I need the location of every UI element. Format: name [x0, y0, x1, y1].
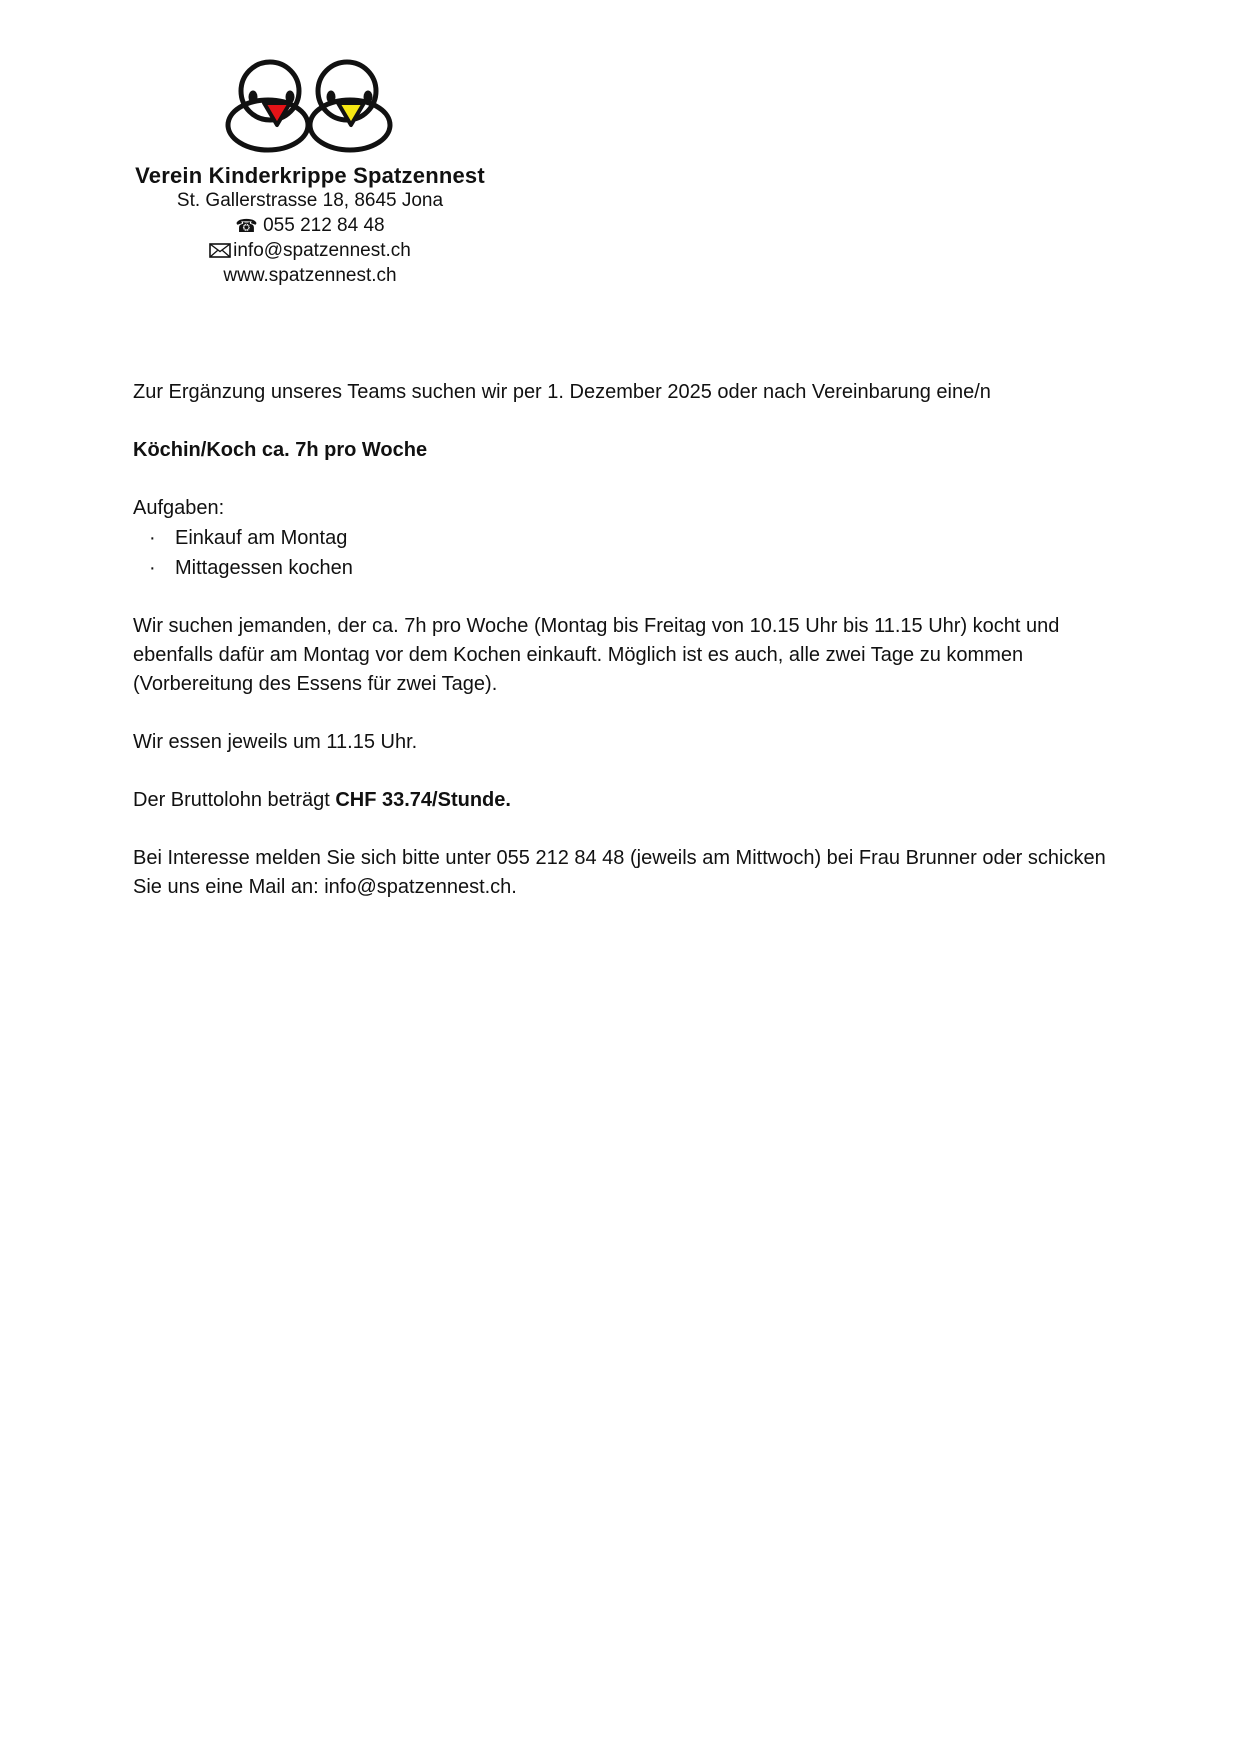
- mealtime-paragraph: Wir essen jeweils um 11.15 Uhr.: [133, 731, 418, 753]
- task-text: Einkauf am Montag: [175, 527, 348, 549]
- envelope-icon: [209, 243, 231, 258]
- intro-paragraph: Zur Ergänzung unseres Teams suchen wir per 1. Dezember 2025 oder nach Vereinbarung eine/n: [133, 381, 991, 403]
- bullet-dot: ·: [149, 557, 156, 579]
- bullet-dot: ·: [149, 527, 156, 549]
- task-list: [133, 523, 1125, 583]
- phone-number: 055 212 84 48: [263, 214, 385, 236]
- task-text: Mittagessen kochen: [175, 557, 353, 579]
- org-name: Verein Kinderkrippe Spatzennest: [135, 163, 485, 188]
- contact-paragraph: Bei Interesse melden Sie sich bitte unter 055 212 84 48 (jeweils am Mittwoch) bei Frau Brunner oder schicken Sie uns eine Mail an: info@spatzennest.ch.: [133, 847, 1106, 898]
- tasks-heading: Aufgaben:: [133, 497, 225, 519]
- salary-prefix: Der Bruttolohn beträgt: [133, 789, 336, 811]
- job-title: Köchin/Koch ca. 7h pro Woche: [133, 439, 428, 461]
- email-address: info@spatzennest.ch: [233, 240, 411, 261]
- email-line: [110, 239, 510, 264]
- letterhead: [110, 55, 510, 288]
- task-item: [133, 523, 1125, 553]
- website-line: www.spatzennest.ch: [223, 264, 397, 286]
- address-line: St. Gallerstrasse 18, 8645 Jona: [176, 190, 444, 211]
- telephone-icon: ☎: [235, 215, 258, 237]
- salary-amount: CHF 33.74/Stunde.: [335, 789, 511, 811]
- search-paragraph: Wir suchen jemanden, der ca. 7h pro Woche (Montag bis Freitag von 10.15 Uhr bis 11.15 Uhr) kocht und ebenfalls dafür am Montag vor dem Kochen einkauft. Möglich ist es auch, alle zwei Tage zu kommen (Vorbereitung des Essens für zwei Tage).: [133, 615, 1060, 695]
- phone-line: [110, 214, 510, 240]
- two-birds-logo: [220, 55, 400, 155]
- letter-body: [133, 378, 1125, 931]
- task-item: [133, 553, 1125, 583]
- salary-paragraph: [133, 786, 1125, 815]
